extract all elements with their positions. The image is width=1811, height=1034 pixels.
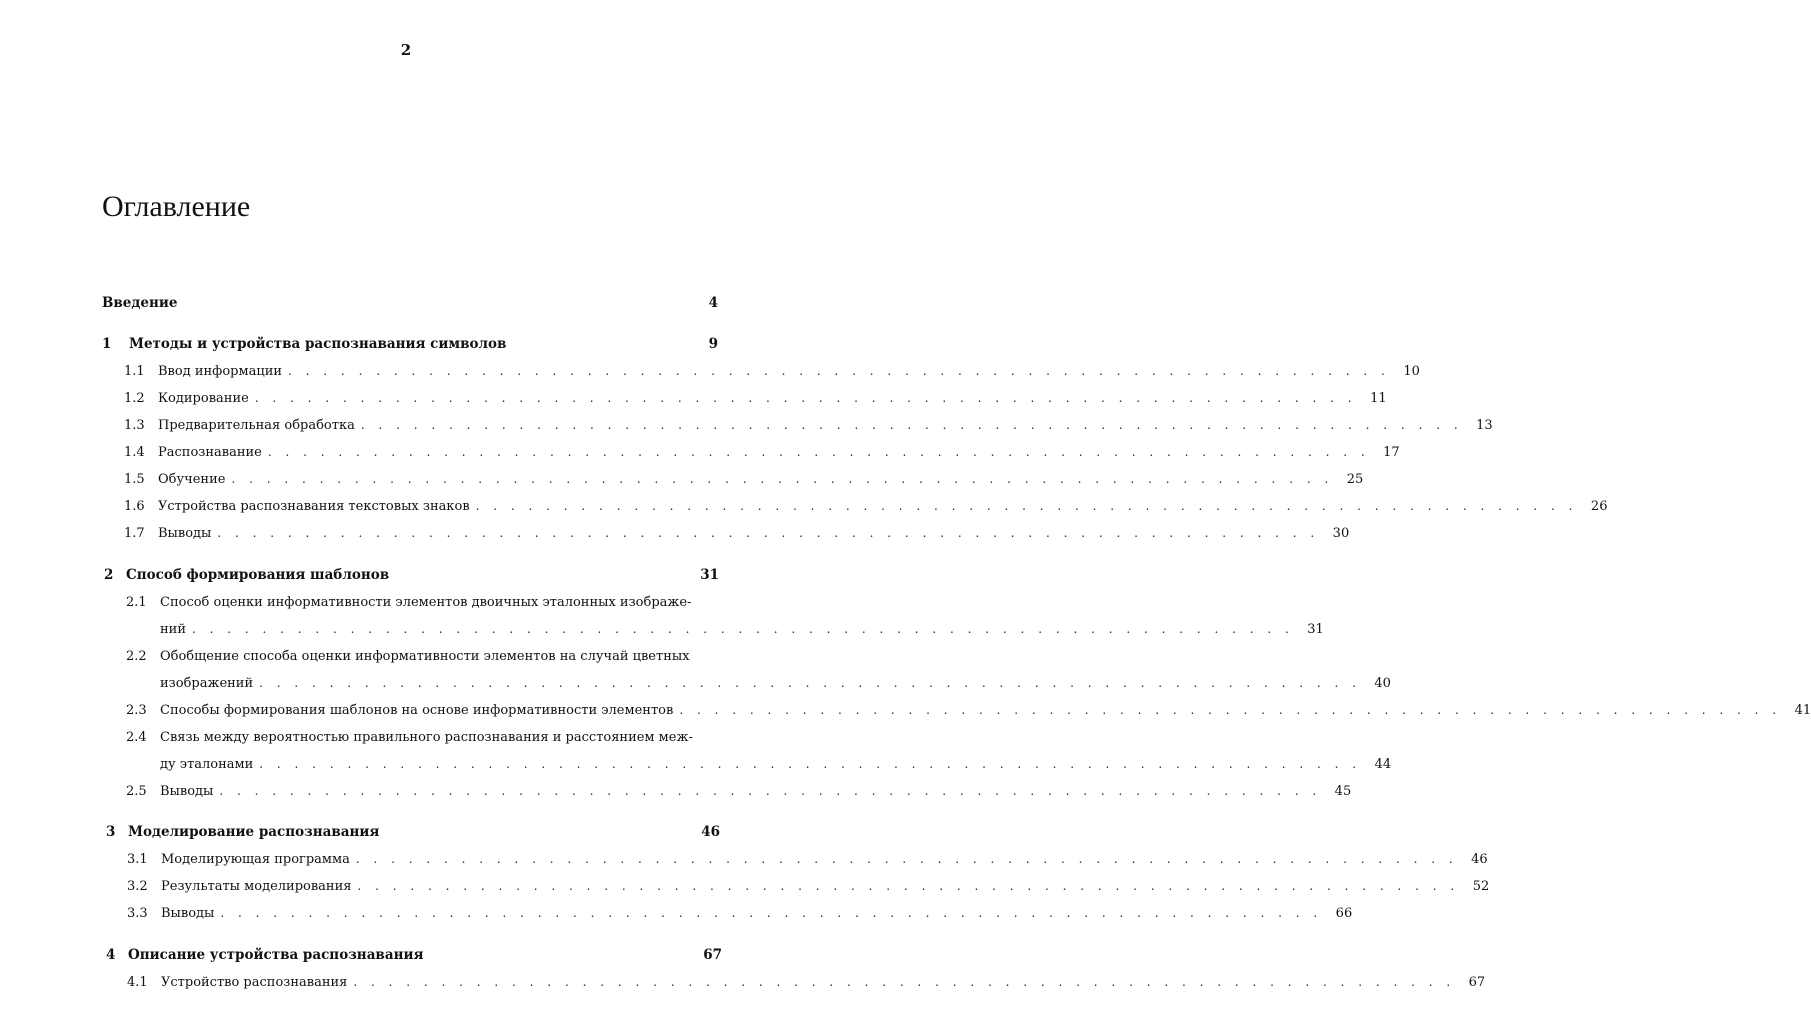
toc-chapter-number: 1 bbox=[102, 336, 112, 352]
toc-section-1-6[interactable] bbox=[124, 499, 1608, 514]
leader-dots: . . . . . . . . . . . . . . . . . . . . . . . . . . . . . . . . . . . . . . . . . . . . . . . . . . . . . . . . . . . . . . . bbox=[231, 472, 1334, 486]
toc-section-page: 10 bbox=[1403, 364, 1420, 379]
toc-section-3-3[interactable] bbox=[127, 906, 1353, 921]
toc-section-number: 3.2 bbox=[127, 879, 148, 894]
leader-dots: . . . . . . . . . . . . . . . . . . . . . . . . . . . . . . . . . . . . . . . . . . . . . . . . . . . . . . . . . . . . . . . bbox=[259, 757, 1362, 771]
toc-section-number: 2.2 bbox=[126, 649, 147, 664]
toc-section-title-line1: Связь между вероятностью правильного распознавания и расстоянием меж- bbox=[160, 730, 693, 745]
leader-dots: . . . . . . . . . . . . . . . . . . . . . . . . . . . . . . . . . . . . . . . . . . . . . . . . . . . . . . . . . . . . . . . bbox=[267, 445, 1370, 459]
toc-section-title: Ввод информации bbox=[158, 364, 283, 379]
toc-section-page: 11 bbox=[1370, 391, 1387, 406]
toc-chapter-4[interactable] bbox=[106, 947, 722, 963]
toc-section-page: 44 bbox=[1374, 757, 1392, 772]
toc-section-title-line2: ний bbox=[160, 622, 186, 637]
toc-section-number: 1.4 bbox=[124, 445, 145, 460]
toc-section-title-line2: изображений bbox=[160, 676, 254, 691]
toc-section-page: 41 bbox=[1794, 703, 1811, 718]
toc-section-title: Обучение bbox=[158, 472, 226, 487]
toc-section-page: 17 bbox=[1383, 445, 1400, 460]
toc-section-number: 1.7 bbox=[124, 526, 145, 541]
toc-section-page: 66 bbox=[1335, 906, 1353, 921]
toc-section-1-1[interactable] bbox=[124, 364, 1420, 379]
toc-section-number: 1.1 bbox=[124, 364, 145, 379]
toc-section-number: 1.5 bbox=[124, 472, 145, 487]
toc-section-number: 3.3 bbox=[127, 906, 148, 921]
toc-section-title: Устройство распознавания bbox=[161, 975, 348, 990]
toc-section-2-2[interactable] bbox=[126, 649, 690, 664]
toc-section-1-2[interactable] bbox=[124, 391, 1387, 406]
toc-section-number: 2.5 bbox=[126, 784, 147, 799]
leader-dots: . . . . . . . . . . . . . . . . . . . . . . . . . . . . . . . . . . . . . . . . . . . . . . . . . . . . . . . . . . . . . . . bbox=[288, 364, 1390, 378]
toc-chapter-title: Описание устройства распознавания bbox=[128, 947, 424, 963]
toc-chapter-page: 46 bbox=[701, 824, 720, 840]
toc-section-title: Моделирующая программа bbox=[161, 852, 350, 867]
leader-dots: . . . . . . . . . . . . . . . . . . . . . . . . . . . . . . . . . . . . . . . . . . . . . . . . . . . . . . . . . . . . . . . bbox=[220, 906, 1323, 920]
leader-dots: . . . . . . . . . . . . . . . . . . . . . . . . . . . . . . . . . . . . . . . . . . . . . . . . . . . . . . . . . . . . . . . bbox=[353, 975, 1456, 989]
toc-section-2-4-cont[interactable] bbox=[160, 757, 1392, 772]
toc-section-1-3[interactable] bbox=[124, 418, 1493, 433]
toc-entry-title: Введение bbox=[102, 295, 178, 311]
toc-chapter-page: 9 bbox=[708, 336, 718, 352]
toc-section-page: 13 bbox=[1476, 418, 1493, 433]
leader-dots: . . . . . . . . . . . . . . . . . . . . . . . . . . . . . . . . . . . . . . . . . . . . . . . . . . . . . . . . . . . . . . . bbox=[192, 622, 1294, 636]
toc-chapter-1[interactable] bbox=[102, 336, 718, 352]
toc-section-page: 26 bbox=[1590, 499, 1608, 514]
toc-section-title-line1: Способ оценки информативности элементов двоичных эталонных изображе- bbox=[160, 595, 692, 610]
toc-section-page: 46 bbox=[1471, 852, 1488, 867]
toc-section-number: 4.1 bbox=[127, 975, 148, 990]
toc-section-number: 1.2 bbox=[124, 391, 145, 406]
toc-section-number: 3.1 bbox=[127, 852, 148, 867]
toc-chapter-3[interactable] bbox=[106, 824, 720, 840]
toc-section-title: Устройства распознавания текстовых знаков bbox=[158, 499, 470, 514]
toc-section-title: Результаты моделирования bbox=[161, 879, 352, 894]
toc-chapter-title: Методы и устройства распознавания символов bbox=[129, 336, 507, 352]
toc-section-2-2-cont[interactable] bbox=[160, 676, 1391, 691]
toc-section-title: Способы формирования шаблонов на основе информативности элементов bbox=[160, 703, 674, 718]
leader-dots: . . . . . . . . . . . . . . . . . . . . . . . . . . . . . . . . . . . . . . . . . . . . . . . . . . . . . . . . . . . . . . . bbox=[679, 703, 1782, 717]
toc-chapter-title: Способ формирования шаблонов bbox=[126, 567, 390, 583]
toc-section-title: Выводы bbox=[160, 784, 214, 799]
toc-heading: Оглавление bbox=[102, 190, 251, 223]
toc-section-page: 31 bbox=[1307, 622, 1324, 637]
toc-chapter-title: Моделирование распознавания bbox=[128, 824, 380, 840]
toc-section-page: 45 bbox=[1334, 784, 1352, 799]
toc-section-title: Кодирование bbox=[158, 391, 249, 406]
leader-dots: . . . . . . . . . . . . . . . . . . . . . . . . . . . . . . . . . . . . . . . . . . . . . . . . . . . . . . . . . . . . . . . bbox=[357, 879, 1460, 893]
toc-chapter-number: 4 bbox=[106, 947, 116, 963]
leader-dots: . . . . . . . . . . . . . . . . . . . . . . . . . . . . . . . . . . . . . . . . . . . . . . . . . . . . . . . . . . . . . . . bbox=[217, 526, 1320, 540]
toc-section-2-1-cont[interactable] bbox=[160, 622, 1324, 637]
toc-section-4-1[interactable] bbox=[127, 975, 1486, 990]
toc-section-page: 67 bbox=[1468, 975, 1486, 990]
toc-section-page: 25 bbox=[1346, 472, 1364, 487]
toc-section-1-5[interactable] bbox=[124, 472, 1364, 487]
toc-section-page: 52 bbox=[1472, 879, 1490, 894]
leader-dots: . . . . . . . . . . . . . . . . . . . . . . . . . . . . . . . . . . . . . . . . . . . . . . . . . . . . . . . . . . . . . . . bbox=[259, 676, 1361, 690]
toc-section-title-line1: Обобщение способа оценки информативности элементов на случай цветных bbox=[160, 649, 690, 664]
toc-section-title: Выводы bbox=[158, 526, 212, 541]
toc-section-1-4[interactable] bbox=[124, 445, 1400, 460]
toc-section-3-2[interactable] bbox=[127, 879, 1490, 894]
toc-chapter-page: 67 bbox=[703, 947, 722, 963]
toc-section-2-5[interactable] bbox=[126, 784, 1352, 799]
leader-dots: . . . . . . . . . . . . . . . . . . . . . . . . . . . . . . . . . . . . . . . . . . . . . . . . . . . . . . . . . . . . . . . bbox=[254, 391, 1357, 405]
leader-dots: . . . . . . . . . . . . . . . . . . . . . . . . . . . . . . . . . . . . . . . . . . . . . . . . . . . . . . . . . . . . . . . bbox=[355, 852, 1458, 866]
toc-chapter-number: 2 bbox=[104, 567, 114, 583]
toc-entry-intro[interactable] bbox=[102, 295, 718, 311]
toc-chapter-2[interactable] bbox=[104, 567, 719, 583]
toc-section-1-7[interactable] bbox=[124, 526, 1350, 541]
toc-section-3-1[interactable] bbox=[127, 852, 1488, 867]
toc-section-number: 1.3 bbox=[124, 418, 145, 433]
toc-section-number: 2.1 bbox=[126, 595, 147, 610]
toc-section-page: 40 bbox=[1374, 676, 1391, 691]
toc-section-title: Предварительная обработка bbox=[158, 418, 355, 433]
toc-section-page: 30 bbox=[1332, 526, 1350, 541]
leader-dots: . . . . . . . . . . . . . . . . . . . . . . . . . . . . . . . . . . . . . . . . . . . . . . . . . . . . . . . . . . . . . . . bbox=[360, 418, 1463, 432]
toc-section-number: 2.3 bbox=[126, 703, 147, 718]
page-number: 2 bbox=[400, 41, 412, 59]
leader-dots: . . . . . . . . . . . . . . . . . . . . . . . . . . . . . . . . . . . . . . . . . . . . . . . . . . . . . . . . . . . . . . . bbox=[219, 784, 1322, 798]
leader-dots: . . . . . . . . . . . . . . . . . . . . . . . . . . . . . . . . . . . . . . . . . . . . . . . . . . . . . . . . . . . . . . . bbox=[475, 499, 1578, 513]
toc-section-2-3[interactable] bbox=[126, 703, 1811, 718]
toc-section-2-4[interactable] bbox=[126, 730, 693, 745]
toc-section-number: 1.6 bbox=[124, 499, 145, 514]
toc-section-title: Выводы bbox=[161, 906, 215, 921]
toc-section-title-line2: ду эталонами bbox=[160, 757, 254, 772]
toc-section-number: 2.4 bbox=[126, 730, 147, 745]
toc-chapter-page: 31 bbox=[700, 567, 719, 583]
toc-section-title: Распознавание bbox=[158, 445, 262, 460]
toc-chapter-number: 3 bbox=[106, 824, 116, 840]
toc-section-2-1[interactable] bbox=[126, 595, 691, 610]
toc-entry-page: 4 bbox=[708, 295, 718, 311]
